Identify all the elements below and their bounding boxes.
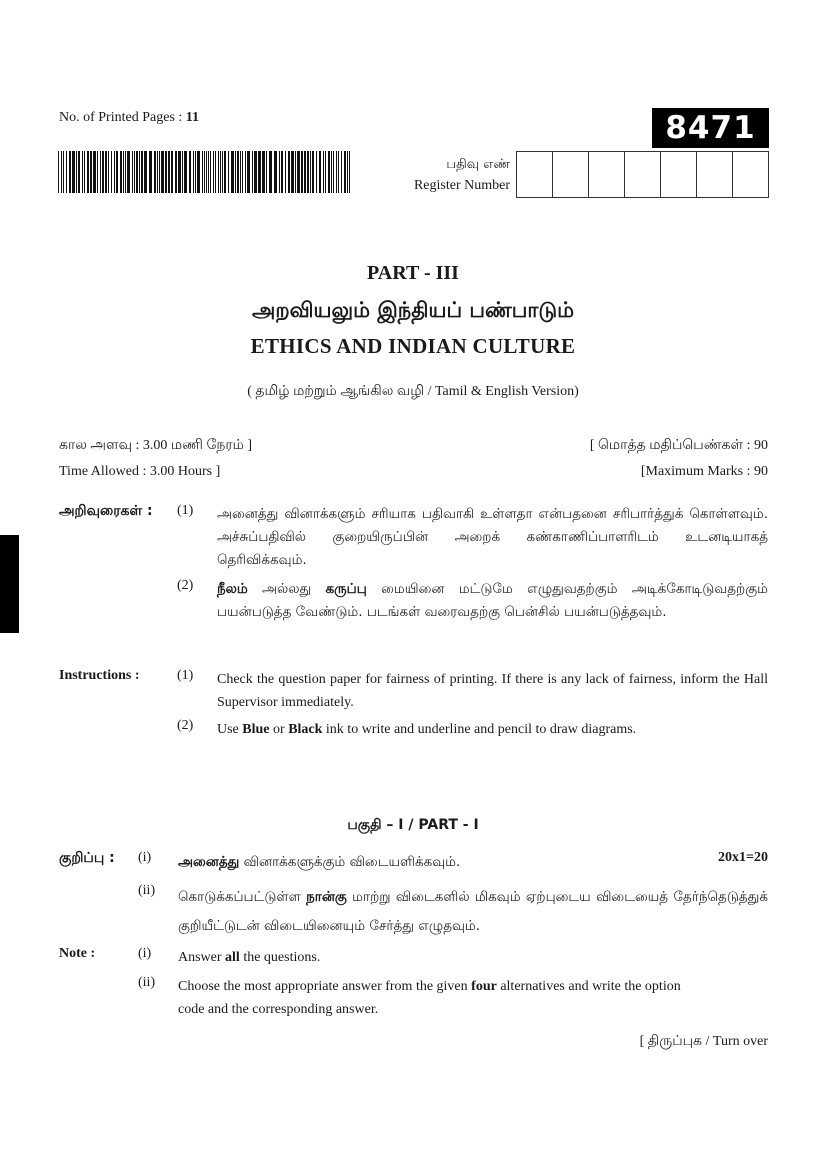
item-number: (2) (177, 718, 194, 733)
emphasis-four: நான்கு (306, 889, 347, 905)
subject-title-english: ETHICS AND INDIAN CULTURE (250, 334, 576, 358)
register-number-label (380, 154, 510, 196)
item-text: அனைத்து வினாக்களும் சரியாக பதிவாகி உள்ளதா என்பதனை சரிபார்த்துக் கொள்ளவும். அச்சுப்பதிவில் குறையிருப்பின் அறைக் கண்காணிப்பாளரிடம் உடனடியாகத் தெரிவிக்கவும். (217, 506, 768, 568)
turn-over-note: [ திருப்புக / Turn over (639, 1034, 768, 1049)
instruction-item (177, 578, 768, 624)
printed-pages-label: No. of Printed Pages : (59, 110, 183, 125)
item-text: Check the question paper for fairness of printing. If there is any lack of fairness, inform the Hall Supervisor immediately. (217, 672, 768, 710)
register-number-boxes[interactable] (516, 151, 769, 198)
register-digit-box[interactable] (625, 152, 661, 197)
time-allowed-tamil: கால அளவு : 3.00 மணி நேரம் ] (59, 438, 253, 453)
item-text: அல்லது (247, 581, 326, 597)
emphasis-all: all (225, 950, 240, 965)
printed-pages-value: 11 (185, 110, 199, 125)
item-text: the questions. (239, 950, 321, 965)
item-text: மாற்று விடைகளில் மிகவும் ஏற்புடைய விடையைத் தேர்ந்தெடுத்துக் குறியீட்டுடன் விடையினையும் சேர்த்து எழுதவும். (178, 889, 768, 934)
item-text: Choose the most appropriate answer from the given (178, 979, 472, 994)
time-marks-english (59, 464, 768, 480)
instructions-tamil (59, 503, 768, 653)
note-item (138, 850, 658, 874)
instruction-item (177, 668, 768, 714)
printed-pages (59, 110, 199, 126)
register-digit-box[interactable] (589, 152, 625, 197)
note-item (138, 946, 768, 970)
subject-title-tamil: அறவியலும் இந்தியப் பண்பாடும் (251, 298, 574, 322)
instruction-item (177, 503, 768, 572)
max-marks-english: [Maximum Marks : 90 (640, 464, 768, 479)
item-text: alternatives and write the option code and the corresponding answer. (178, 979, 681, 1017)
register-digit-box[interactable] (733, 152, 768, 197)
register-digit-box[interactable] (697, 152, 733, 197)
item-number: (ii) (138, 975, 156, 990)
note-english-heading: Note : (59, 946, 96, 961)
paper-code: 8471 (652, 108, 769, 148)
item-number: (i) (138, 850, 152, 865)
part-one-title: பகுதி – I / PART - I (347, 817, 479, 833)
note-item (138, 883, 768, 941)
item-text: Use (217, 722, 243, 737)
time-allowed-english: Time Allowed : 3.00 Hours ] (59, 464, 221, 479)
emphasis-black: கருப்பு (325, 581, 367, 597)
emphasis-blue: Blue (242, 722, 270, 737)
marks-allocation: 20x1=20 (718, 850, 768, 865)
item-number: (i) (138, 946, 152, 961)
instruction-item (177, 718, 768, 741)
register-label-english: Register Number (413, 178, 510, 193)
register-digit-box[interactable] (661, 152, 697, 197)
item-text: Answer (178, 950, 226, 965)
item-text: மையினை மட்டுமே எழுதுவதற்கும் அடிக்கோடிடுவதற்கும் பயன்படுத்த வேண்டும். படங்கள் வரைவதற்கு பென்சில் பயன்படுத்தவும். (217, 581, 768, 620)
time-marks-tamil (59, 438, 768, 455)
item-text: கொடுக்கப்பட்டுள்ள (178, 889, 307, 905)
barcode (58, 151, 350, 193)
item-text: ink to write and underline and pencil to draw diagrams. (322, 722, 637, 737)
note-item (138, 975, 698, 1021)
instructions-english (59, 668, 768, 748)
emphasis-all: அனைத்து (178, 854, 240, 870)
item-number: (2) (177, 578, 194, 593)
item-number: (1) (177, 668, 194, 683)
note-tamil (59, 850, 768, 940)
register-label-tamil: பதிவு எண் (446, 157, 510, 172)
instructions-english-heading: Instructions : (59, 668, 140, 683)
emphasis-four: four (471, 979, 497, 994)
item-text: or (269, 722, 289, 737)
note-tamil-heading: குறிப்பு : (59, 850, 115, 866)
register-digit-box[interactable] (553, 152, 589, 197)
item-text: வினாக்களுக்கும் விடையளிக்கவும். (239, 854, 461, 870)
part-title: PART - III (367, 262, 459, 284)
side-margin-tab (0, 535, 19, 633)
item-number: (1) (177, 503, 194, 518)
item-number: (ii) (138, 883, 156, 898)
emphasis-black: Black (288, 722, 323, 737)
emphasis-blue: நீலம் (217, 581, 248, 597)
medium-version: ( தமிழ் மற்றும் ஆங்கில வழி / Tamil & English Version) (247, 384, 579, 399)
register-digit-box[interactable] (517, 152, 553, 197)
instructions-tamil-heading: அறிவுரைகள் : (59, 503, 153, 519)
note-english (59, 946, 768, 1021)
max-marks-tamil: [ மொத்த மதிப்பெண்கள் : 90 (589, 438, 768, 453)
